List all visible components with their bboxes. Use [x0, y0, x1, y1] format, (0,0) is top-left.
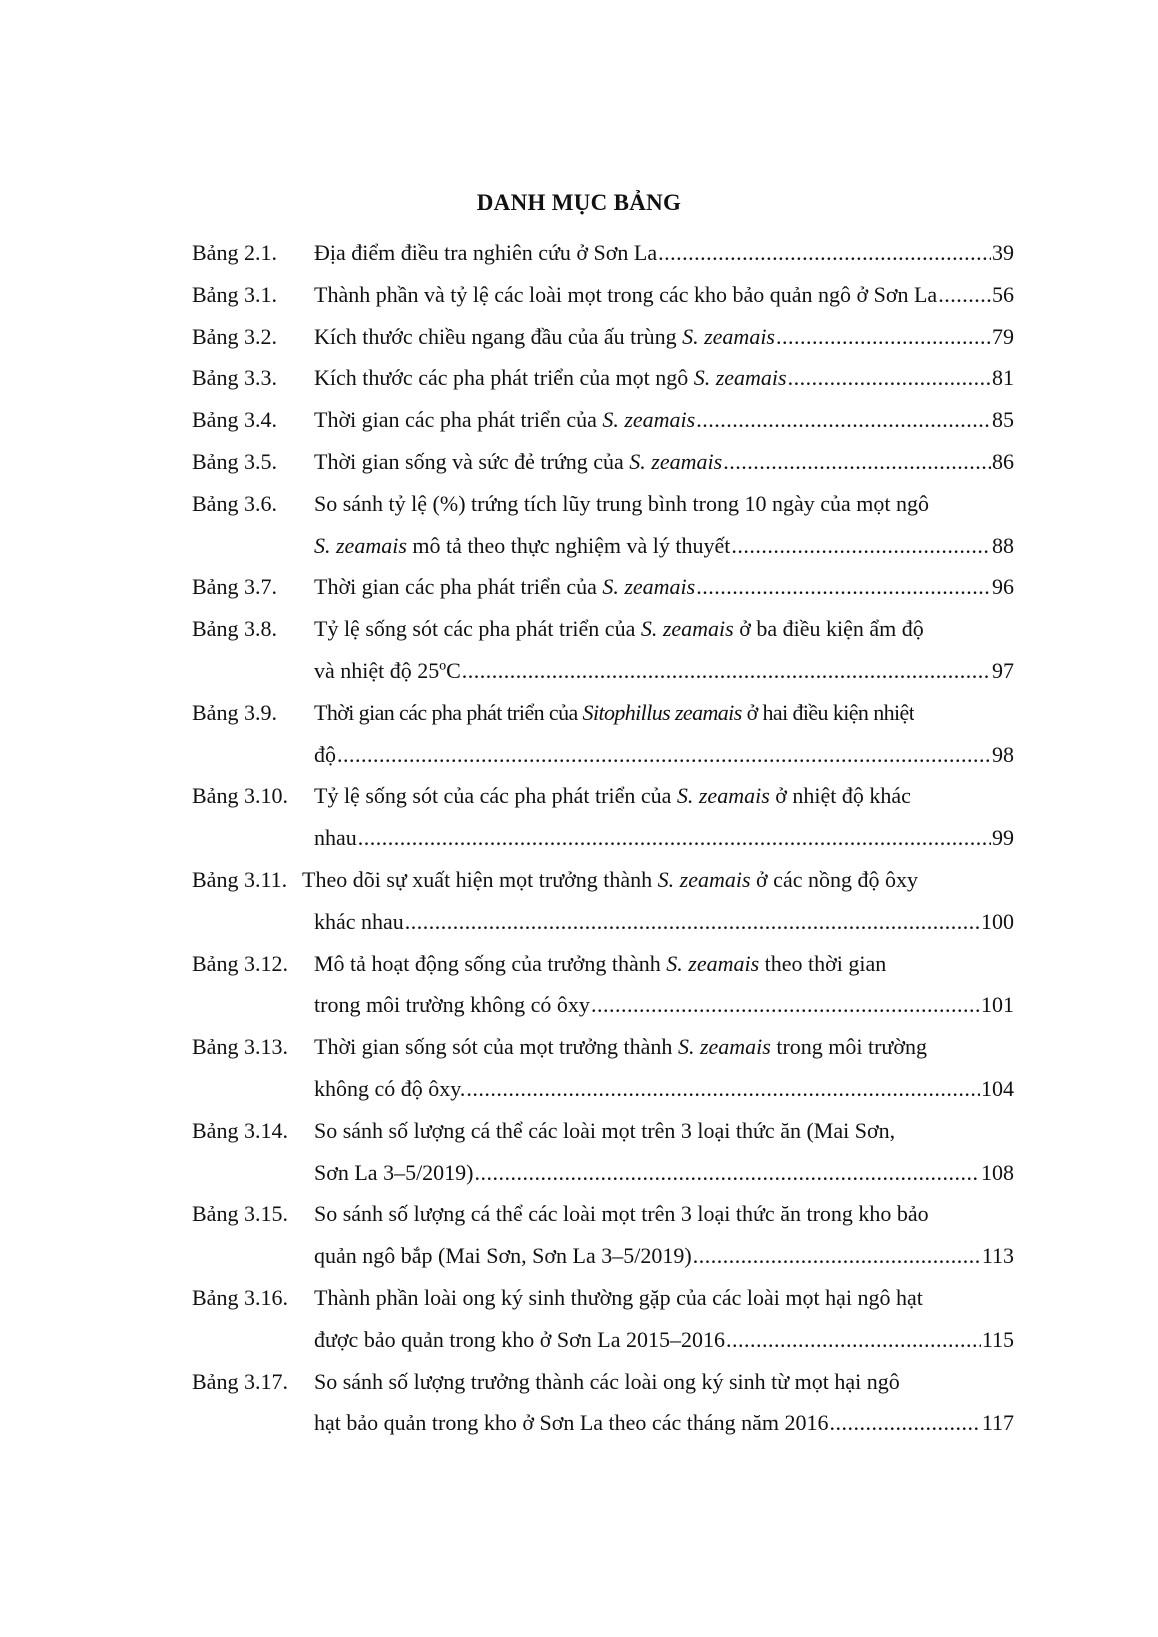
list-item[interactable]	[192, 399, 1014, 441]
page-number: 81	[992, 365, 1014, 391]
table-caption-continued: khác nhau	[314, 908, 404, 934]
list-item[interactable]	[192, 775, 1014, 859]
table-caption	[314, 1026, 927, 1068]
dot-leader	[726, 1319, 981, 1361]
table-caption	[314, 775, 911, 817]
table-caption	[314, 608, 924, 650]
table-number: Bảng 3.14.	[192, 1117, 288, 1143]
list-item[interactable]	[192, 274, 1014, 316]
species-name: S. zeamais	[676, 783, 770, 809]
table-number: Bảng 3.10.	[192, 783, 288, 809]
species-name: S. zeamais	[666, 950, 760, 976]
caption-text: Kích thước các pha phát triển của mọt ngô	[314, 365, 694, 391]
dot-leader	[658, 232, 991, 274]
caption-text: ở các nồng độ ôxy	[750, 866, 918, 892]
species-name: S. zeamais	[602, 574, 696, 600]
caption-text: Thời gian sống sót của mọt trưởng thành	[314, 1034, 678, 1060]
species-name: S. zeamais	[657, 866, 751, 892]
table-caption-continued: trong môi trường không có ôxy	[314, 992, 590, 1018]
table-caption-continued: nhau	[314, 825, 357, 851]
table-caption-continued: được bảo quản trong kho ở Sơn La 2015–2016	[314, 1326, 725, 1352]
table-caption-continued: độ	[314, 741, 336, 767]
table-list	[192, 232, 1014, 1444]
caption-text: Thời gian các pha phát triển của	[314, 699, 583, 725]
species-name: Sitophillus zeamais	[582, 699, 742, 725]
table-number: Bảng 3.15.	[192, 1201, 288, 1227]
caption-text: Thời gian sống và sức đẻ trứng của	[314, 448, 630, 474]
dot-leader	[475, 1152, 980, 1194]
table-caption: Địa điểm điều tra nghiên cứu ở Sơn La	[314, 240, 658, 265]
table-caption	[302, 859, 918, 901]
caption-text: ở ba điều kiện ẩm độ	[733, 616, 924, 642]
table-caption: So sánh số lượng cá thể các loài mọt trên 3 loại thức ăn (Mai Sơn,	[314, 1117, 896, 1143]
table-caption: So sánh tỷ lệ (%) trứng tích lũy trung bình trong 10 ngày của mọt ngô	[314, 490, 930, 516]
page-number: 108	[981, 1159, 1014, 1185]
table-caption	[314, 441, 722, 483]
list-item[interactable]	[192, 316, 1014, 358]
table-caption	[314, 399, 695, 441]
page-number: 99	[992, 825, 1014, 851]
caption-text: Kích thước chiều ngang đầu của ấu trùng	[314, 323, 683, 349]
caption-text: Tỷ lệ sống sót của các pha phát triển của	[314, 783, 677, 809]
table-caption-continued: quản ngô bắp (Mai Sơn, Sơn La 3–5/2019)	[314, 1243, 692, 1269]
species-name: S. zeamais	[640, 616, 734, 642]
table-number: Bảng 3.7.	[192, 574, 277, 600]
page-number: 104	[981, 1075, 1014, 1101]
dot-leader	[696, 566, 991, 608]
species-name: S. zeamais	[693, 365, 787, 391]
dot-leader	[829, 1402, 980, 1444]
page-number: 113	[981, 1243, 1014, 1269]
list-item[interactable]	[192, 692, 1014, 776]
table-number: Bảng 3.17.	[192, 1368, 288, 1394]
list-item[interactable]	[192, 1277, 1014, 1361]
table-number: Bảng 3.9.	[192, 699, 277, 725]
page-number: 115	[981, 1326, 1014, 1352]
caption-text: trong môi trường	[770, 1034, 927, 1060]
caption-text: ở hai điều kiện nhiệt	[741, 699, 915, 725]
table-number: Bảng 3.4.	[192, 407, 277, 433]
table-caption: Thành phần loài ong ký sinh thường gặp của các loài mọt hại ngô hạt	[314, 1284, 923, 1310]
table-caption	[314, 316, 775, 358]
list-item[interactable]	[192, 232, 1014, 274]
dot-leader	[938, 274, 991, 316]
list-item[interactable]	[192, 608, 1014, 692]
species-name: S. zeamais	[682, 323, 775, 349]
page-number: 56	[992, 281, 1014, 307]
table-caption	[314, 357, 787, 399]
dot-leader	[788, 357, 991, 399]
list-item[interactable]	[192, 1026, 1014, 1110]
dot-leader	[731, 525, 991, 567]
caption-text: Thời gian các pha phát triển của	[314, 407, 603, 433]
page-number: 79	[992, 323, 1014, 349]
list-item[interactable]	[192, 357, 1014, 399]
caption-text: theo thời gian	[759, 950, 887, 976]
page-number: 85	[992, 407, 1014, 433]
page-number: 39	[992, 240, 1014, 265]
page-title: DANH MỤC BẢNG	[476, 190, 682, 215]
table-number: Bảng 3.8.	[192, 616, 277, 642]
page-number: 96	[992, 574, 1014, 600]
table-caption-continued: và nhiệt độ 25ºC	[314, 657, 461, 683]
table-caption-continued: Sơn La 3–5/2019)	[314, 1159, 474, 1185]
page-number: 98	[992, 741, 1014, 767]
dot-leader	[696, 399, 991, 441]
table-caption: So sánh số lượng cá thể các loài mọt trên 3 loại thức ăn trong kho bảo	[314, 1201, 929, 1227]
species-name: S. zeamais	[602, 407, 696, 433]
table-caption: Thành phần và tỷ lệ các loài mọt trong các kho bảo quản ngô ở Sơn La	[314, 281, 938, 307]
table-number: Bảng 3.12.	[192, 950, 288, 976]
list-item[interactable]	[192, 1193, 1014, 1277]
page-number: 88	[992, 532, 1014, 558]
table-number: Bảng 3.16.	[192, 1284, 288, 1310]
table-caption-continued	[314, 525, 730, 567]
table-number: Bảng 3.1.	[192, 281, 277, 307]
list-item[interactable]	[192, 566, 1014, 608]
page-number: 101	[981, 992, 1014, 1018]
list-item[interactable]	[192, 483, 1014, 567]
caption-text: Theo dõi sự xuất hiện mọt trưởng thành	[302, 866, 658, 892]
dot-leader	[591, 984, 980, 1026]
table-caption-continued: hạt bảo quản trong kho ở Sơn La theo các tháng năm 2016	[314, 1410, 829, 1436]
list-item[interactable]	[192, 943, 1014, 1027]
table-caption-continued: không có độ ôxy.	[314, 1075, 466, 1101]
table-caption	[314, 566, 695, 608]
table-caption: So sánh số lượng trưởng thành các loài ong ký sinh từ mọt hại ngô	[314, 1368, 900, 1394]
page-number: 117	[981, 1410, 1014, 1436]
list-item[interactable]	[192, 859, 1014, 943]
dot-leader	[337, 734, 991, 776]
dot-leader	[405, 901, 980, 943]
dot-leader	[358, 817, 991, 859]
table-caption	[314, 943, 886, 985]
table-number: Bảng 3.3.	[192, 365, 277, 391]
page-number: 86	[992, 448, 1014, 474]
table-number: Bảng 3.11.	[192, 866, 288, 892]
species-name: S. zeamais	[314, 532, 407, 558]
table-number: Bảng 3.2.	[192, 323, 277, 349]
caption-text: Thời gian các pha phát triển của	[314, 574, 603, 600]
list-item[interactable]	[192, 1361, 1014, 1445]
table-number: Bảng 3.5.	[192, 448, 277, 474]
caption-text: mô tả theo thực nghiệm và lý thuyết	[406, 532, 731, 558]
caption-text: ở nhiệt độ khác	[769, 783, 911, 809]
list-item[interactable]	[192, 1110, 1014, 1194]
dot-leader	[723, 441, 991, 483]
caption-text: Mô tả hoạt động sống của trưởng thành	[314, 950, 667, 976]
page-number: 100	[981, 908, 1014, 934]
dot-leader	[776, 316, 991, 358]
species-name: S. zeamais	[677, 1034, 771, 1060]
caption-text: Tỷ lệ sống sót các pha phát triển của	[314, 616, 641, 642]
table-number: Bảng 3.6.	[192, 490, 277, 516]
table-number: Bảng 2.1.	[192, 240, 277, 265]
species-name: S. zeamais	[629, 448, 723, 474]
dot-leader	[693, 1235, 981, 1277]
dot-leader	[462, 650, 991, 692]
table-caption	[314, 692, 914, 734]
page-number: 97	[992, 657, 1014, 683]
list-item[interactable]	[192, 441, 1014, 483]
dot-leader	[466, 1068, 980, 1110]
table-number: Bảng 3.13.	[192, 1034, 288, 1060]
